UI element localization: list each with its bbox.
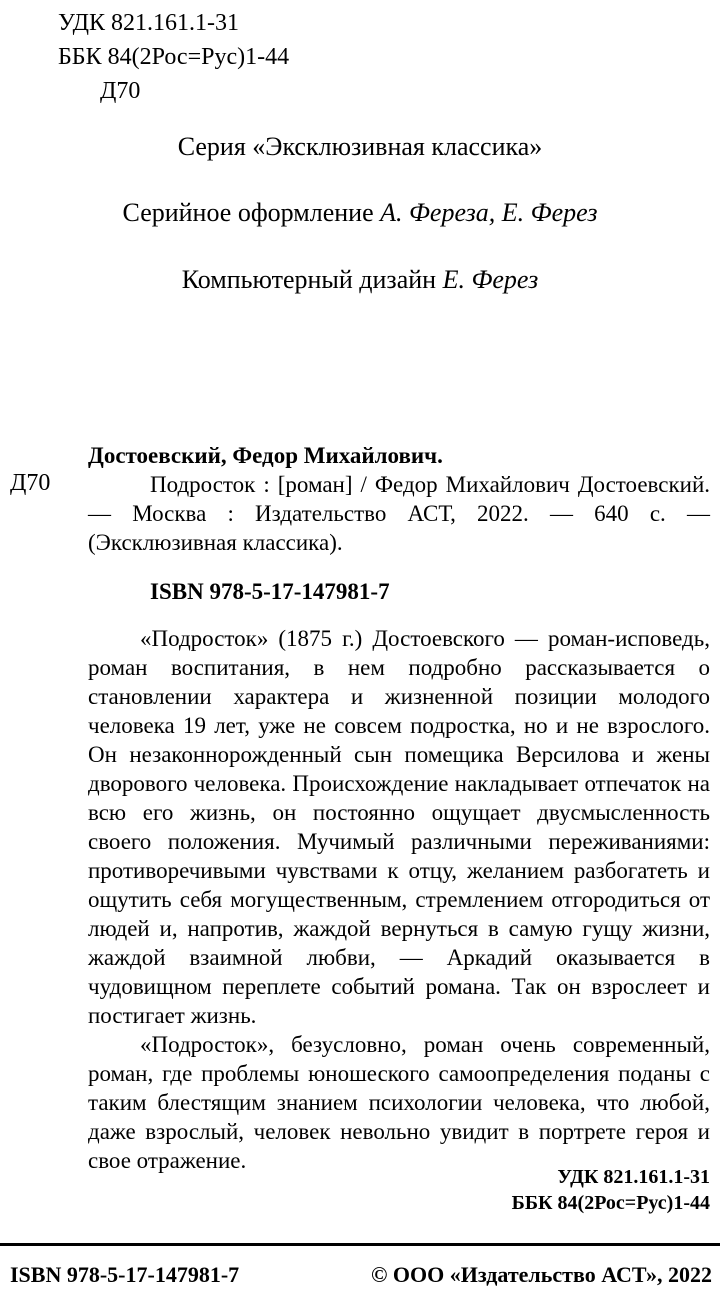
computer-design-names: Е. Ферез — [442, 265, 539, 294]
footer-isbn: ISBN 978-5-17-147981-7 — [10, 1262, 240, 1287]
series-design-names: А. Фереза, Е. Ферез — [380, 198, 598, 227]
catalog-description: Подросток : [роман] / Федор Михайлович Достоевский. — Москва : Издательство АСТ, 2022. — 640 с. — (Эксклюзивная классика). — [88, 472, 710, 555]
catalog-and-annotation-column — [88, 441, 710, 1175]
computer-design-line — [0, 265, 720, 295]
bbk-code-bottom: ББК 84(2Рос=Рус)1-44 — [511, 1192, 710, 1214]
bottom-codes-block — [512, 1164, 710, 1216]
top-codes-block — [58, 6, 289, 108]
series-design-prefix: Серийное оформление — [122, 198, 374, 227]
catalog-margin-code: Д70 — [10, 470, 51, 496]
footer-copyright: © ООО «Издательство АСТ», 2022 — [370, 1262, 712, 1287]
bbk-code-top: ББК 84(2Рос=Рус)1-44 — [58, 44, 290, 70]
annotation-paragraph-2: «Подросток», безусловно, роман очень современный, роман, где проблемы юношеского самоопределения поданы с таким блестящим знанием психологии человека, что любой, даже взрослый, человек невольно увидит в портрете героя и свое отражение. — [88, 1032, 710, 1173]
series-title: Серия «Эксклюзивная классика» — [177, 132, 543, 161]
udk-code-bottom: УДК 821.161.1-31 — [557, 1166, 710, 1188]
udk-code-top: УДК 821.161.1-31 — [58, 10, 239, 36]
catalog-author-heading: Достоевский, Федор Михайлович. — [88, 443, 443, 468]
annotation-paragraph-1: «Подросток» (1875 г.) Достоевского — роман-исповедь, роман воспитания, в нем подробно рассказывается о становлении характера и жизненной позиции молодого человека 19 лет, уже не совсем подростка, но и не взрослого. Он незаконнорожденный сын помещика Версилова и жены дворового человека. Происхождение накладывает отпечаток на всю его жизнь, он постоянно ощущает двусмысленность своего положения. Мучимый различными переживаниями: противоречивыми чувствами к отцу, желанием разбогатеть и ощутить себя могущественным, стремлением отгородиться от людей и, напротив, жаждой вернуться в самую гущу жизни, жаждой взаимной любви, — Аркадий оказывается в чудовищном переплете событий романа. Так он взрослеет и постигает жизнь. — [88, 626, 710, 1028]
computer-design-prefix: Компьютерный дизайн — [181, 265, 437, 294]
footer-divider — [0, 1243, 720, 1246]
footer — [10, 1262, 712, 1288]
author-sign-top: Д70 — [100, 78, 141, 104]
catalog-isbn: ISBN 978-5-17-147981-7 — [150, 579, 390, 604]
series-design-line — [0, 198, 720, 228]
